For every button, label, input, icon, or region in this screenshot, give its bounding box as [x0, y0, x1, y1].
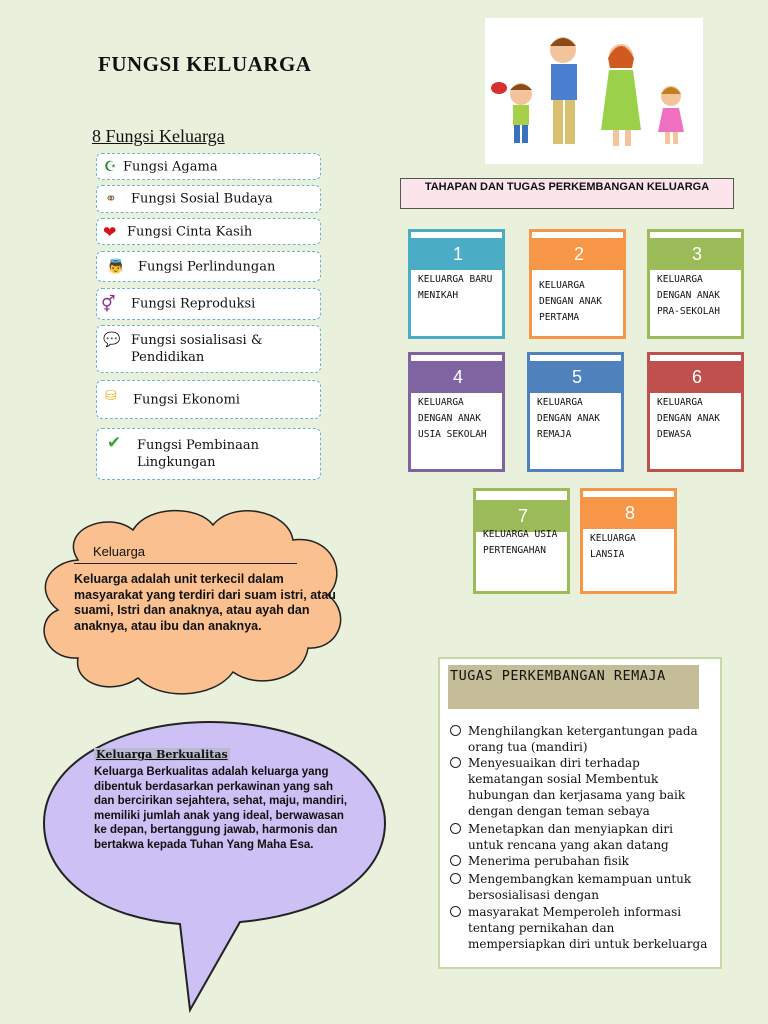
tugas-heading: TUGAS PERKEMBANGAN REMAJA: [448, 665, 699, 709]
leaf-icon: ✔: [107, 433, 122, 453]
angel-icon: 👼: [107, 258, 125, 275]
stage-text: KELUARGA USIA PERTENGAHAN: [483, 529, 558, 556]
stage-card-5: [527, 352, 624, 472]
function-label: Fungsi Pembinaan Lingkungan: [137, 438, 259, 470]
stage-card-6: [647, 352, 744, 472]
stage-card-3: [647, 229, 744, 339]
function-label: Fungsi sosialisasi & Pendidikan: [131, 333, 263, 365]
bullet-circle-icon: [450, 757, 461, 768]
keluarga-heading-underline: [74, 563, 297, 564]
stage-number: 4: [411, 361, 505, 393]
bullet-circle-icon: [450, 855, 461, 866]
function-item-reproduksi: [96, 288, 321, 320]
stage-card-4: [408, 352, 505, 472]
berkualitas-bubble-shape: [40, 718, 390, 1016]
stage-card-8: [580, 488, 677, 594]
function-label: Fungsi Perlindungan: [138, 259, 276, 274]
stage-text: KELUARGA DENGAN ANAK DEWASA: [657, 397, 720, 440]
stage-number: 7: [476, 500, 570, 532]
keluarga-heading: Keluarga: [93, 544, 146, 559]
function-item-sosialisasi: [96, 325, 321, 373]
function-label: Fungsi Reproduksi: [131, 296, 256, 312]
family-icon: [485, 18, 703, 164]
tugas-panel: TUGAS PERKEMBANGAN REMAJA Menghilangkan ketergantungan pada orang tua (mandiri) Menyesuaikan diri terhadap kematangan sosial Membentuk hubungan dan kerjasama yang baik dengan dengan teman sebaya Menetapkan dan menyiapkan diri untuk rencana yang akan datang Menerima perubahan fisik Mengembangkan kemampuan untuk bersosialisasi dengan masyarakat Memperoleh informasi tentang pernikahan dan mempersiapkan diri untuk berkeluarga: [438, 657, 722, 969]
stage-number: 5: [530, 361, 624, 393]
stage-card-2: [529, 229, 626, 339]
bullet-circle-icon: [450, 873, 461, 884]
page-title: FUNGSI KELUARGA: [98, 52, 312, 76]
bullet-circle-icon: [450, 823, 461, 834]
gender-icon: ⚥: [101, 294, 116, 314]
stage-number: 2: [532, 238, 626, 270]
crescent-star-icon: ☪: [104, 158, 117, 175]
berkualitas-heading: Keluarga Berkualitas: [96, 748, 228, 761]
function-item-cinta-kasih: [96, 218, 321, 245]
functions-subtitle: 8 Fungsi Keluarga: [92, 126, 225, 146]
keluarga-text: Keluarga adalah unit terkecil dalam masyarakat yang terdiri dari suam istri, atau suami, Istri dan anaknya, atau ayah dan anaknya, atau ibu dan anaknya.: [74, 572, 336, 633]
stage-number: 8: [583, 497, 677, 529]
rings-icon: ⚭: [105, 191, 117, 207]
function-label: Fungsi Cinta Kasih: [127, 224, 253, 239]
bullet-circle-icon: [450, 906, 461, 917]
stage-text: KELUARGA LANSIA: [590, 533, 636, 560]
berkualitas-text: Keluarga Berkualitas adalah keluarga yang dibentuk berdasarkan perkawinan yang sah dan bercirikan sejahtera, sehat, maju, mandiri, memiliki jumlah anak yang ideal, berwawasan ke depan, bertanggung jawab, harmonis dan bertakwa kepada Tuhan Yang Maha Esa.: [94, 766, 348, 851]
coins-icon: ⛁: [105, 388, 117, 404]
function-label: Fungsi Sosial Budaya: [131, 191, 273, 207]
function-item-perlindungan: [96, 251, 321, 282]
stage-text: KELUARGA DENGAN ANAK PERTAMA: [539, 280, 602, 323]
function-item-agama: [96, 153, 321, 180]
stage-text: KELUARGA DENGAN ANAK PRA-SEKOLAH: [657, 274, 720, 317]
stage-text: KELUARGA BARU MENIKAH: [418, 274, 493, 301]
stage-text: KELUARGA DENGAN ANAK USIA SEKOLAH: [418, 397, 487, 440]
stage-card-7: [473, 488, 570, 594]
stage-card-1: [408, 229, 505, 339]
function-item-sosial-budaya: [96, 185, 321, 213]
heart-icon: ❤: [103, 222, 117, 241]
stage-number: 6: [650, 361, 744, 393]
chat-icon: 💬: [103, 332, 121, 348]
function-label: Fungsi Agama: [123, 159, 218, 174]
tahapan-header: TAHAPAN DAN TUGAS PERKEMBANGAN KELUARGA: [400, 178, 734, 209]
function-label: Fungsi Ekonomi: [133, 392, 240, 407]
bullet-circle-icon: [450, 725, 461, 736]
stage-text: KELUARGA DENGAN ANAK REMAJA: [537, 397, 600, 440]
function-item-ekonomi: [96, 380, 321, 419]
family-illustration: [485, 18, 703, 164]
stage-number: 3: [650, 238, 744, 270]
stage-number: 1: [411, 238, 505, 270]
function-item-pembinaan-lingkungan: [96, 428, 321, 480]
